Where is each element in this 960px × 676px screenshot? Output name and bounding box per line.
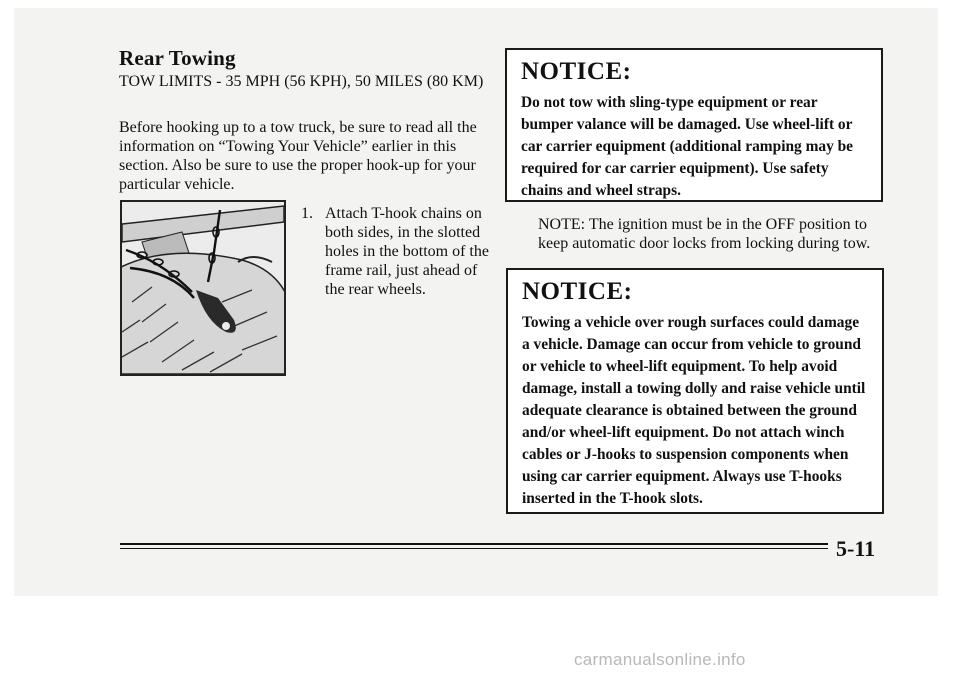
notice-title: NOTICE: [522,278,633,305]
intro-paragraph: Before hooking up to a tow truck, be sure to read all the information on “Towing Your Vehicle” earlier in this section. Also be sure to use the proper hook-up for your particular vehicle. [119,119,477,193]
page-number: 5-11 [836,536,876,561]
step-number: 1. [301,205,313,222]
tow-limits-text: TOW LIMITS - 35 MPH (56 KPH), 50 MILES (80 KM) [119,73,484,90]
notice-body: Towing a vehicle over rough surfaces could damage a vehicle. Damage can occur from vehicle to ground or vehicle to wheel-lift equipment. To help avoid damage, install a towing dolly and raise vehicle until adequate clearance is obtained between the ground and/or wheel-lift equipment. Do not attach winch cables or J-hooks to suspension components when using car carrier equipment. Always use T-hooks inserted in the T-hook slots. [522,314,866,507]
notice-title: NOTICE: [521,58,632,85]
step-text: Attach T-hook chains on both sides, in the slotted holes in the bottom of the frame rail, just ahead of the rear wheels. [325,205,489,298]
tire-chain-drawing [122,202,284,374]
watermark-text: carmanualsonline.info [574,650,746,669]
ignition-note: NOTE: The ignition must be in the OFF position to keep automatic door locks from locking during tow. [538,216,871,252]
notice-box-sling [505,48,883,202]
notice-box-rough-surfaces [506,268,884,514]
footer-rule [120,543,828,545]
section-title: Rear Towing [119,46,236,70]
footer-rule-thin [120,548,828,549]
notice-body: Do not tow with sling-type equipment or rear bumper valance will be damaged. Use wheel-lift or car carrier equipment (additional ramping may be required for car carrier equipment). Use safety chains and wheel straps. [521,94,854,199]
t-hook-chain-illustration [120,200,286,376]
